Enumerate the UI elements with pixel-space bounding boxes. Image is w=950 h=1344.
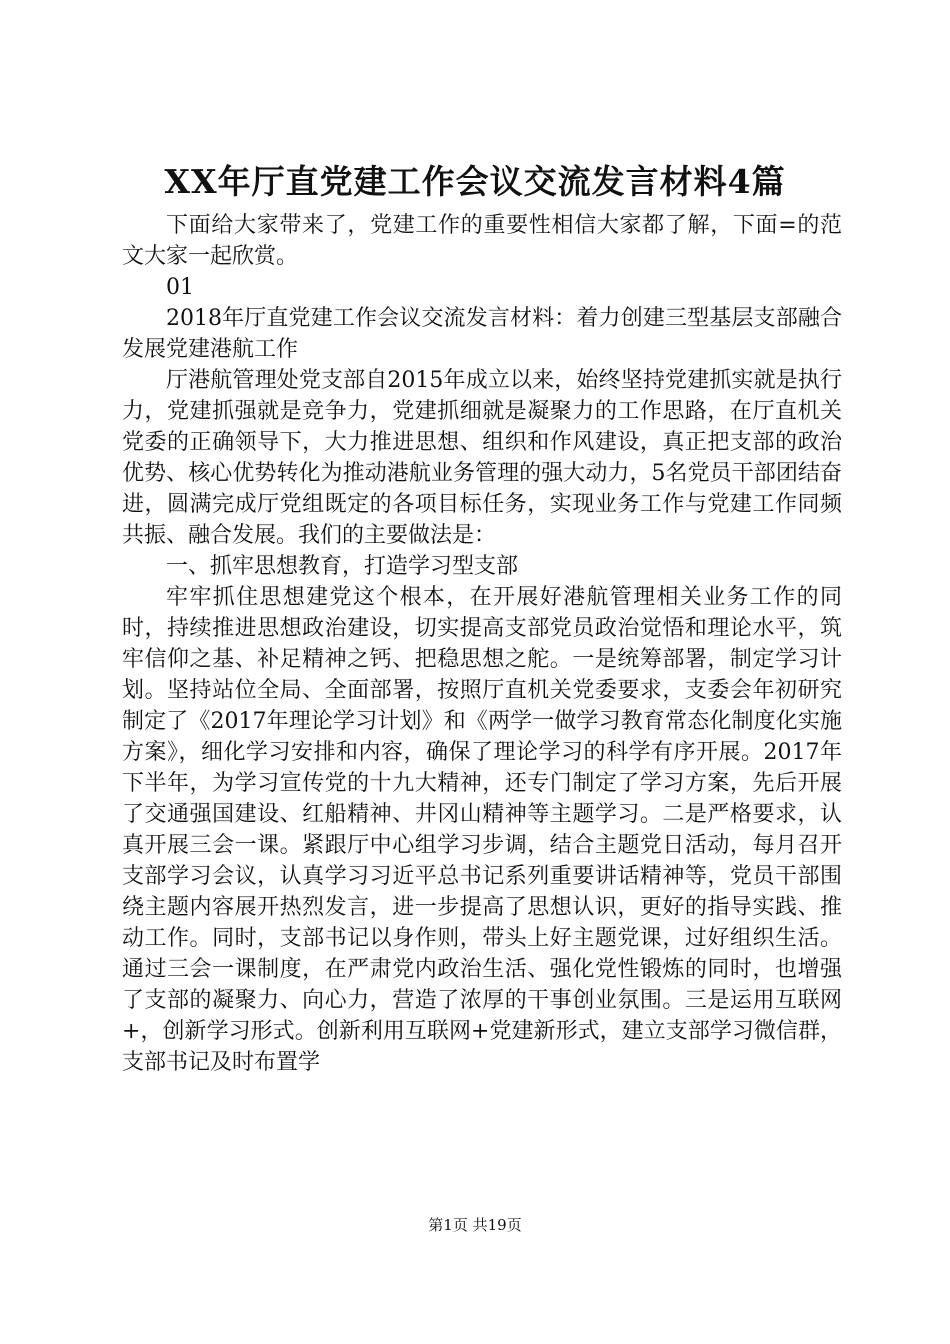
document-title: XX年厅直党建工作会议交流发言材料4篇 — [164, 162, 786, 201]
page-footer: 第1页 共19页 — [428, 1216, 522, 1234]
section-number: 01 — [166, 275, 194, 300]
document-body — [122, 210, 842, 1078]
body-paragraph: 牢牢抓住思想建党这个根本，在开展好港航管理相关业务工作的同时，持续推进思想政治建设，切实提高支部党员政治觉悟和理论水平，筑牢信仰之基、补足精神之钙、把稳思想之舵。一是统筹部署，制定学习计划。坚持站位全局、全面部署，按照厅直机关党委要求，支委会年初研究制定了《2017年理论学习计划》和《两学一做学习教育常态化制度化实施方案》，细化学习安排和内容，确保了理论学习的科学有序开展。2017年下半年，为学习宣传党的十九大精神，还专门制定了学习方案，先后开展了交通强国建设、红船精神、井冈山精神等主题学习。二是严格要求，认真开展三会一课。紧跟厅中心组学习步调，结合主题党日活动，每月召开支部学习会议，认真学习习近平总书记系列重要讲话精神等，党员干部围绕主题内容展开热烈发言，进一步提高了思想认识，更好的指导实践、推动工作。同时，支部书记以身作则，带头上好主题党课，过好组织生活。通过三会一课制度，在严肃党内政治生活、强化党性锻炼的同时，也增强了支部的凝聚力、向心力，营造了浓厚的干事创业氛围。三是运用互联网+，创新学习形式。创新利用互联网+党建新形式，建立支部学习微信群，支部书记及时布置学 — [122, 585, 842, 1075]
section-heading: 一、抓牢思想教育，打造学习型支部 — [166, 554, 519, 579]
body-paragraph: 厅港航管理处党支部自2015年成立以来，始终坚持党建抓实就是执行力，党建抓强就是竞争力，党建抓细就是凝聚力的工作思路，在厅直机关党委的正确领导下，大力推进思想、组织和作风建设，真正把支部的政治优势、核心优势转化为推动港航业务管理的强大动力，5名党员干部团结奋进，圆满完成厅党组既定的各项目标任务，实现业务工作与党建工作同频共振、融合发展。我们的主要做法是： — [122, 368, 842, 548]
intro-paragraph: 下面给大家带来了，党建工作的重要性相信大家都了解，下面=的范文大家一起欣赏。 — [122, 213, 842, 269]
article-heading: 2018年厅直党建工作会议交流发言材料：着力创建三型基层支部融合发展党建港航工作 — [122, 306, 842, 362]
